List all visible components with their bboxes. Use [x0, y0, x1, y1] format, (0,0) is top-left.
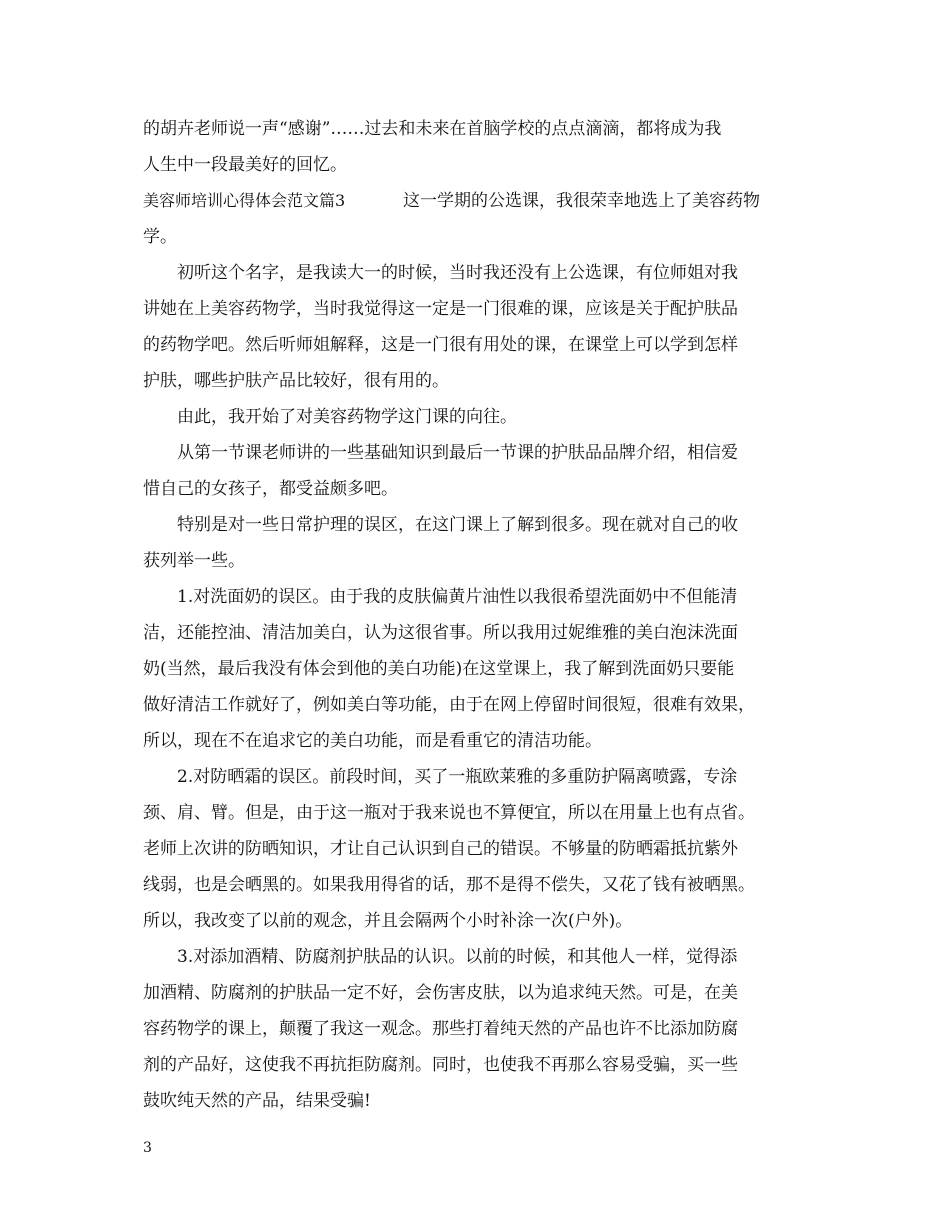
text-line: 剂的产品好，这使我不再抗拒防腐剂。同时，也使我不再那么容易受骗，买一些	[143, 1055, 738, 1075]
page-number: 3	[143, 1140, 152, 1156]
text-line: 学。	[143, 227, 177, 247]
text-line: 容药物学的课上，颠覆了我这一观念。那些打着纯天然的产品也许不比添加防腐	[143, 1019, 738, 1039]
text-line: 特别是对一些日常护理的误区，在这门课上了解到很多。现在就对自己的收	[177, 515, 738, 535]
text-line: 鼓吹纯天然的产品，结果受骗!	[143, 1091, 371, 1111]
text-line: 所以，现在不在追求它的美白功能，而是看重它的清洁功能。	[143, 731, 602, 751]
text-line: 人生中一段最美好的回忆。	[143, 155, 347, 175]
text-line: 做好清洁工作就好了，例如美白等功能，由于在网上停留时间很短，很难有效果，	[143, 695, 755, 715]
section-heading: 美容师培训心得体会范文篇3	[143, 191, 346, 210]
text-line: 线弱，也是会晒黑的。如果我用得省的话，那不是得不偿失，又花了钱有被晒黑。	[143, 875, 755, 895]
text-line: 惜自己的女孩子，都受益颇多吧。	[143, 479, 398, 499]
text-line: 护肤，哪些护肤产品比较好，很有用的。	[143, 371, 449, 391]
text-line: 讲她在上美容药物学，当时我觉得这一定是一门很难的课，应该是关于配护肤品	[143, 299, 738, 319]
text-line: 所以，我改变了以前的观念，并且会隔两个小时补涂一次(户外)。	[143, 911, 633, 931]
text-line: 2.对防晒霜的误区。前段时间，买了一瓶欧莱雅的多重防护隔离喷露，专涂	[177, 767, 738, 787]
text-line: 奶(当然，最后我没有体会到他的美白功能)在这堂课上，我了解到洗面奶只要能	[143, 659, 735, 679]
text-line: 加酒精、防腐剂的护肤品一定不好，会伤害皮肤，以为追求纯天然。可是，在美	[143, 983, 738, 1003]
text-line: 这一学期的公选课，我很荣幸地选上了美容药物	[403, 191, 760, 211]
text-line: 初听这个名字，是我读大一的时候，当时我还没有上公选课，有位师姐对我	[177, 263, 738, 283]
text-line: 3.对添加酒精、防腐剂护肤品的认识。以前的时候，和其他人一样，觉得添	[177, 947, 738, 967]
text-line: 1.对洗面奶的误区。由于我的皮肤偏黄片油性以我很希望洗面奶中不但能清	[177, 587, 738, 607]
text-line: 从第一节课老师讲的一些基础知识到最后一节课的护肤品品牌介绍，相信爱	[177, 443, 738, 463]
text-line: 的胡卉老师说一声“感谢”……过去和未来在首脑学校的点点滴滴，都将成为我	[143, 119, 722, 139]
text-line: 老师上次讲的防晒知识，才让自己认识到自己的错误。不够量的防晒霜抵抗紫外	[143, 839, 738, 859]
text-line: 获列举一些。	[143, 551, 245, 571]
text-line: 由此，我开始了对美容药物学这门课的向往。	[177, 407, 517, 427]
text-line: 洁，还能控油、清洁加美白，认为这很省事。所以我用过妮维雅的美白泡沫洗面	[143, 623, 738, 643]
text-line: 的药物学吧。然后听师姐解释，这是一门很有用处的课，在课堂上可以学到怎样	[143, 335, 738, 355]
text-line: 颈、肩、臂。但是，由于这一瓶对于我来说也不算便宜，所以在用量上也有点省。	[143, 803, 755, 823]
